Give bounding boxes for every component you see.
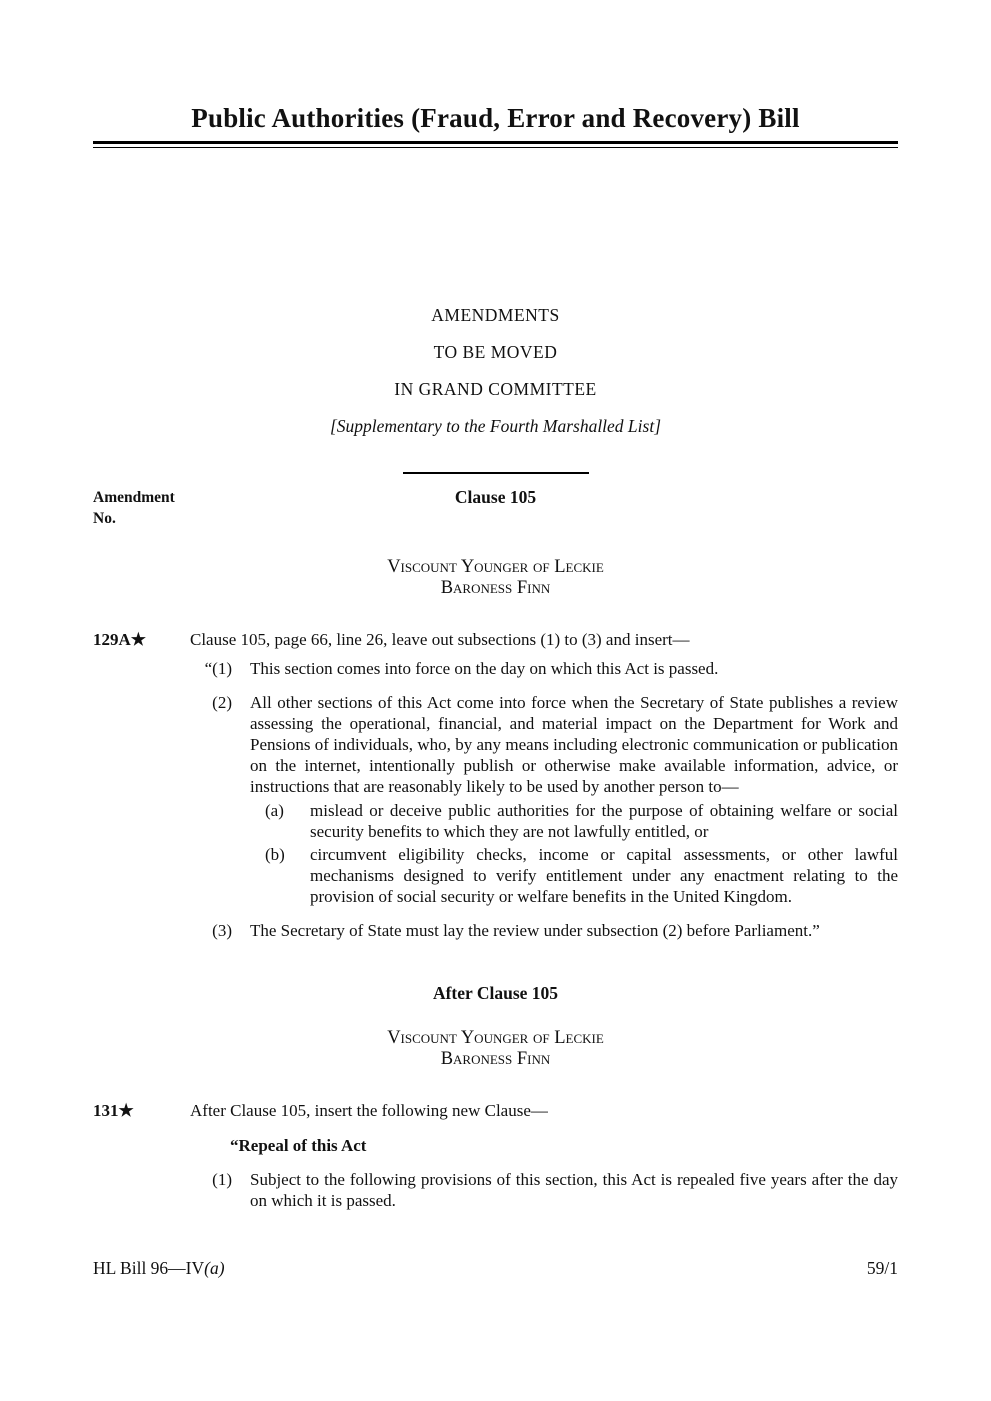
section-divider-rule xyxy=(403,472,589,474)
amendment-131-instruction: After Clause 105, insert the following new Clause— xyxy=(190,1101,548,1120)
clause-heading-row xyxy=(93,487,898,527)
page-title: Public Authorities (Fraud, Error and Recovery) Bill xyxy=(191,103,800,133)
amendment-129A-body xyxy=(190,629,898,941)
amendment-129A xyxy=(93,629,898,941)
sponsor-names xyxy=(93,557,898,599)
amendment-131-subsection-1-text: Subject to the following provisions of this section, this Act is repealed five years after the day on which it is passed. xyxy=(250,1170,898,1210)
subsection-2-number: (2) xyxy=(212,693,232,712)
item-a xyxy=(250,800,898,842)
amendment-131-number: 131★ xyxy=(93,1101,134,1120)
subsection-1-text-block xyxy=(250,658,898,679)
amendment-no-label xyxy=(93,487,175,529)
title-double-rule xyxy=(93,141,898,148)
amendment-no-label-line1: Amendment xyxy=(93,489,175,506)
subsection-2-text-block xyxy=(250,692,898,907)
sponsor-viscount-younger: Viscount Younger of Leckie xyxy=(387,557,604,577)
subsection-1 xyxy=(190,658,898,679)
front-heading-to-be-moved: TO BE MOVED xyxy=(433,342,558,362)
front-matter xyxy=(93,305,898,436)
subsection-2-text: All other sections of this Act come into force when the Secretary of State publishes a review assessing the operational, financial, and material impact on the Department for Work and Pensions of individuals, who, by any means including electronic communication or publication on the internet, intentionally publish or otherwise make available information, advice, or instructions that are reasonably likely to be used by another person to— xyxy=(250,693,898,796)
sponsor-baroness-finn: Baroness Finn xyxy=(440,578,551,598)
amendment-no-label-line2: No. xyxy=(93,510,116,527)
item-b xyxy=(250,844,898,907)
front-heading-amendments: AMENDMENTS xyxy=(431,305,560,325)
subsection-1-number: “(1) xyxy=(204,659,232,678)
subsection-3-number: (3) xyxy=(212,921,232,940)
after-clause-105-heading: After Clause 105 xyxy=(432,983,559,1003)
sheet-number: 59/1 xyxy=(866,1258,898,1278)
bill-reference xyxy=(93,1258,225,1279)
item-a-number: (a) xyxy=(265,801,284,820)
item-b-number: (b) xyxy=(265,845,285,864)
amendment-131-subsection-1-text-block xyxy=(250,1169,898,1211)
front-heading-committee: IN GRAND COMMITTEE xyxy=(394,379,597,399)
subsection-3-text: The Secretary of State must lay the review under subsection (2) before Parliament.” xyxy=(250,921,820,940)
new-clause-title: “Repeal of this Act xyxy=(230,1136,367,1155)
subsection-3 xyxy=(190,920,898,941)
sponsor-names-2 xyxy=(93,1028,898,1070)
amendment-129A-instruction: Clause 105, page 66, line 26, leave out subsections (1) to (3) and insert— xyxy=(190,630,690,649)
subsection-3-text-block xyxy=(250,920,898,941)
amendment-131-subsection-1 xyxy=(190,1169,898,1211)
amendment-131 xyxy=(93,1100,898,1211)
bill-reference-main: HL Bill 96—IV xyxy=(93,1258,205,1278)
page-footer xyxy=(93,1258,898,1279)
amendment-131-subsection-1-number: (1) xyxy=(212,1170,232,1189)
bill-reference-suffix: (a) xyxy=(204,1258,225,1278)
amendment-129A-number: 129A★ xyxy=(93,630,147,649)
sponsor-viscount-younger-2: Viscount Younger of Leckie xyxy=(387,1028,604,1048)
subsection-2-items xyxy=(250,800,898,907)
sponsor-baroness-finn-2: Baroness Finn xyxy=(440,1049,551,1069)
item-a-text: mislead or deceive public authorities for the purpose of obtaining welfare or social security benefits to which they are not lawfully entitled, or xyxy=(310,801,898,841)
item-b-text: circumvent eligibility checks, income or capital assessments, or other lawful mechanisms designed to verify entitlement under any enactment relating to the provision of social security or welfare benefits in the United Kingdom. xyxy=(310,845,898,906)
subsection-1-text: This section comes into force on the day on which this Act is passed. xyxy=(250,659,719,678)
supplementary-note: [Supplementary to the Fourth Marshalled List] xyxy=(329,416,662,436)
subsection-2 xyxy=(190,692,898,907)
amendment-131-body xyxy=(190,1100,898,1211)
clause-105-heading: Clause 105 xyxy=(454,487,537,507)
